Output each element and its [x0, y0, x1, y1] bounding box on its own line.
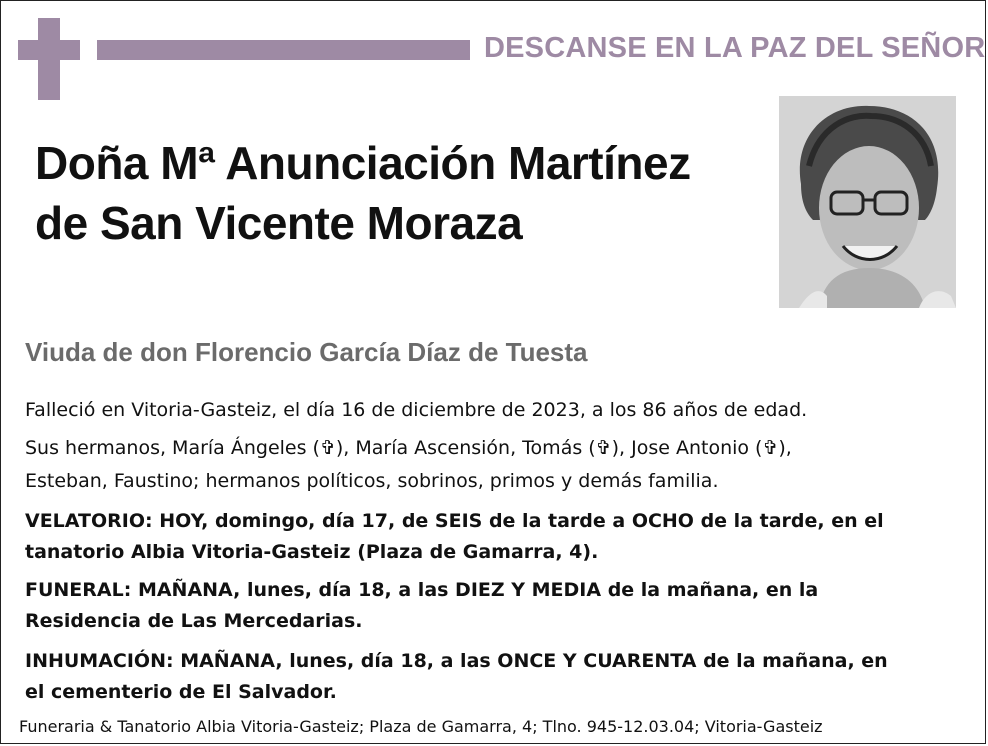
deceased-name — [35, 133, 775, 253]
death-notice: Falleció en Vitoria-Gasteiz, el día 16 de diciembre de 2023, a los 86 años de edad. — [25, 399, 808, 421]
motto-heading: DESCANSE EN LA PAZ DEL SEÑOR — [484, 32, 986, 64]
deceased-name-line2: de San Vicente Moraza — [35, 197, 523, 249]
cross-icon-horizontal — [18, 40, 80, 60]
family-line-2: Esteban, Faustino; hermanos políticos, sobrinos, primos y demás familia. — [25, 470, 719, 492]
funeral-line-1: FUNERAL: MAÑANA, lunes, día 18, a las DIEZ Y MEDIA de la mañana, en la — [25, 579, 819, 601]
portrait-image — [779, 96, 956, 308]
funeral-line-2: Residencia de Las Mercedarias. — [25, 610, 363, 632]
family-line-1: Sus hermanos, María Ángeles (✞), María Ascensión, Tomás (✞), Jose Antonio (✞), — [25, 437, 792, 459]
wake-line-2: tanatorio Albia Vitoria-Gasteiz (Plaza de Gamarra, 4). — [25, 541, 599, 563]
portrait-photo — [779, 96, 956, 308]
widow-of-line: Viuda de don Florencio García Díaz de Tuesta — [25, 337, 588, 367]
header-band — [97, 40, 470, 60]
deceased-name-line1: Doña Mª Anunciación Martínez — [35, 137, 691, 189]
burial-line-1: INHUMACIÓN: MAÑANA, lunes, día 18, a las ONCE Y CUARENTA de la mañana, en — [25, 650, 888, 672]
burial-line-2: el cementerio de El Salvador. — [25, 681, 337, 703]
wake-line-1: VELATORIO: HOY, domingo, día 17, de SEIS de la tarde a OCHO de la tarde, en el — [25, 510, 884, 532]
funeral-home-footer: Funeraria & Tanatorio Albia Vitoria-Gasteiz; Plaza de Gamarra, 4; Tlno. 945-12.03.04; Vitoria-Gasteiz — [19, 717, 823, 736]
